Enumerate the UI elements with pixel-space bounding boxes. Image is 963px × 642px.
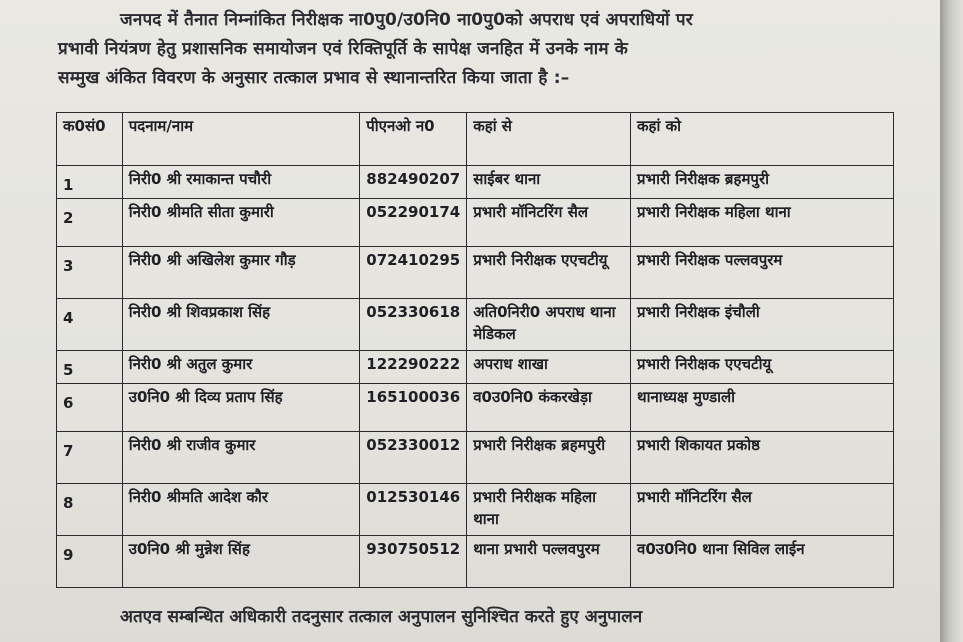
table-row (57, 384, 894, 432)
name-cell: निरी0 श्री अखिलेश कुमार गौड़ (122, 247, 360, 299)
to-cell: प्रभारी निरीक्षक इंचौली (630, 299, 893, 351)
from-cell: व0उ0नि0 कंकरखेड़ा (467, 384, 631, 432)
header-pno: पीएनओ न0 (360, 113, 467, 166)
pno-cell: 930750512 (360, 536, 467, 588)
name-cell: उ0नि0 श्री मुन्नेश सिंह (122, 536, 360, 588)
from-cell: अति0निरी0 अपराध थाना मेडिकल (467, 299, 631, 351)
pno-cell: 165100036 (360, 384, 467, 432)
serial-cell: 8 (57, 484, 123, 536)
transfer-table (56, 112, 894, 588)
pno-cell: 012530146 (360, 484, 467, 536)
serial-cell: 3 (57, 247, 123, 299)
table-row (57, 536, 894, 588)
to-cell: थानाध्यक्ष मुण्डाली (630, 384, 893, 432)
name-cell: निरी0 श्री राजीव कुमार (122, 432, 360, 484)
table-row (57, 247, 894, 299)
table-row (57, 351, 894, 384)
from-cell: प्रभारी निरीक्षक एएचटीयू (467, 247, 631, 299)
intro-paragraph (58, 6, 898, 93)
intro-line-3: सम्मुख अंकित विवरण के अनुसार तत्काल प्रभाव से स्थानान्तरित किया जाता है :– (58, 68, 570, 88)
from-cell: प्रभारी मॉनिटरिंग सैल (467, 199, 631, 247)
serial-cell: 7 (57, 432, 123, 484)
closing-line-1: अतएव सम्बन्धित अधिकारी तदनुसार तत्काल अनुपालन सुनिश्चित करते हुए अनुपालन (120, 607, 643, 627)
table-row (57, 432, 894, 484)
name-cell: निरी0 श्री रमाकान्त पचौरी (122, 166, 360, 199)
to-cell: प्रभारी निरीक्षक पल्लवपुरम (630, 247, 893, 299)
name-cell: निरी0 श्रीमति आदेश कौर (122, 484, 360, 536)
from-cell: अपराध शाखा (467, 351, 631, 384)
name-cell: निरी0 श्री अतुल कुमार (122, 351, 360, 384)
intro-line-1: जनपद में तैनात निम्नांकित निरीक्षक ना0पु0/उ0नि0 ना0पु0को अपराध एवं अपराधियों पर (120, 10, 693, 30)
table-row (57, 484, 894, 536)
pno-cell: 052290174 (360, 199, 467, 247)
to-cell: प्रभारी निरीक्षक एएचटीयू (630, 351, 893, 384)
serial-cell: 9 (57, 536, 123, 588)
serial-cell: 4 (57, 299, 123, 351)
to-cell: प्रभारी मॉनिटरिंग सैल (630, 484, 893, 536)
from-cell: प्रभारी निरीक्षक महिला थाना (467, 484, 631, 536)
header-name: पदनाम/नाम (122, 113, 360, 166)
name-cell: निरी0 श्रीमति सीता कुमारी (122, 199, 360, 247)
closing-line-2-cutoff (58, 632, 838, 642)
to-cell: व0उ0नि0 थाना सिविल लाईन (630, 536, 893, 588)
to-cell: प्रभारी निरीक्षक ब्रहमपुरी (630, 166, 893, 199)
name-cell: निरी0 श्री शिवप्रकाश सिंह (122, 299, 360, 351)
to-cell: प्रभारी शिकायत प्रकोष्ठ (630, 432, 893, 484)
serial-cell: 1 (57, 166, 123, 199)
table-row (57, 199, 894, 247)
pno-cell: 052330012 (360, 432, 467, 484)
pno-cell: 122290222 (360, 351, 467, 384)
table-row (57, 299, 894, 351)
serial-cell: 5 (57, 351, 123, 384)
serial-cell: 6 (57, 384, 123, 432)
pno-cell: 072410295 (360, 247, 467, 299)
intro-line-2: प्रभावी नियंत्रण हेतु प्रशासनिक समायोजन एवं रिक्तिपूर्ति के सापेक्ष जनहित में उनके नाम के (58, 39, 629, 59)
to-cell: प्रभारी निरीक्षक महिला थाना (630, 199, 893, 247)
pno-cell: 052330618 (360, 299, 467, 351)
header-to: कहां को (630, 113, 893, 166)
serial-cell: 2 (57, 199, 123, 247)
from-cell: प्रभारी निरीक्षक ब्रहमपुरी (467, 432, 631, 484)
pno-cell: 882490207 (360, 166, 467, 199)
from-cell: साईबर थाना (467, 166, 631, 199)
header-serial: क0सं0 (57, 113, 123, 166)
header-from: कहां से (467, 113, 631, 166)
page-edge (940, 0, 963, 642)
from-cell: थाना प्रभारी पल्लवपुरम (467, 536, 631, 588)
table-header-row (57, 113, 894, 166)
table-row (57, 166, 894, 199)
name-cell: उ0नि0 श्री दिव्य प्रताप सिंह (122, 384, 360, 432)
